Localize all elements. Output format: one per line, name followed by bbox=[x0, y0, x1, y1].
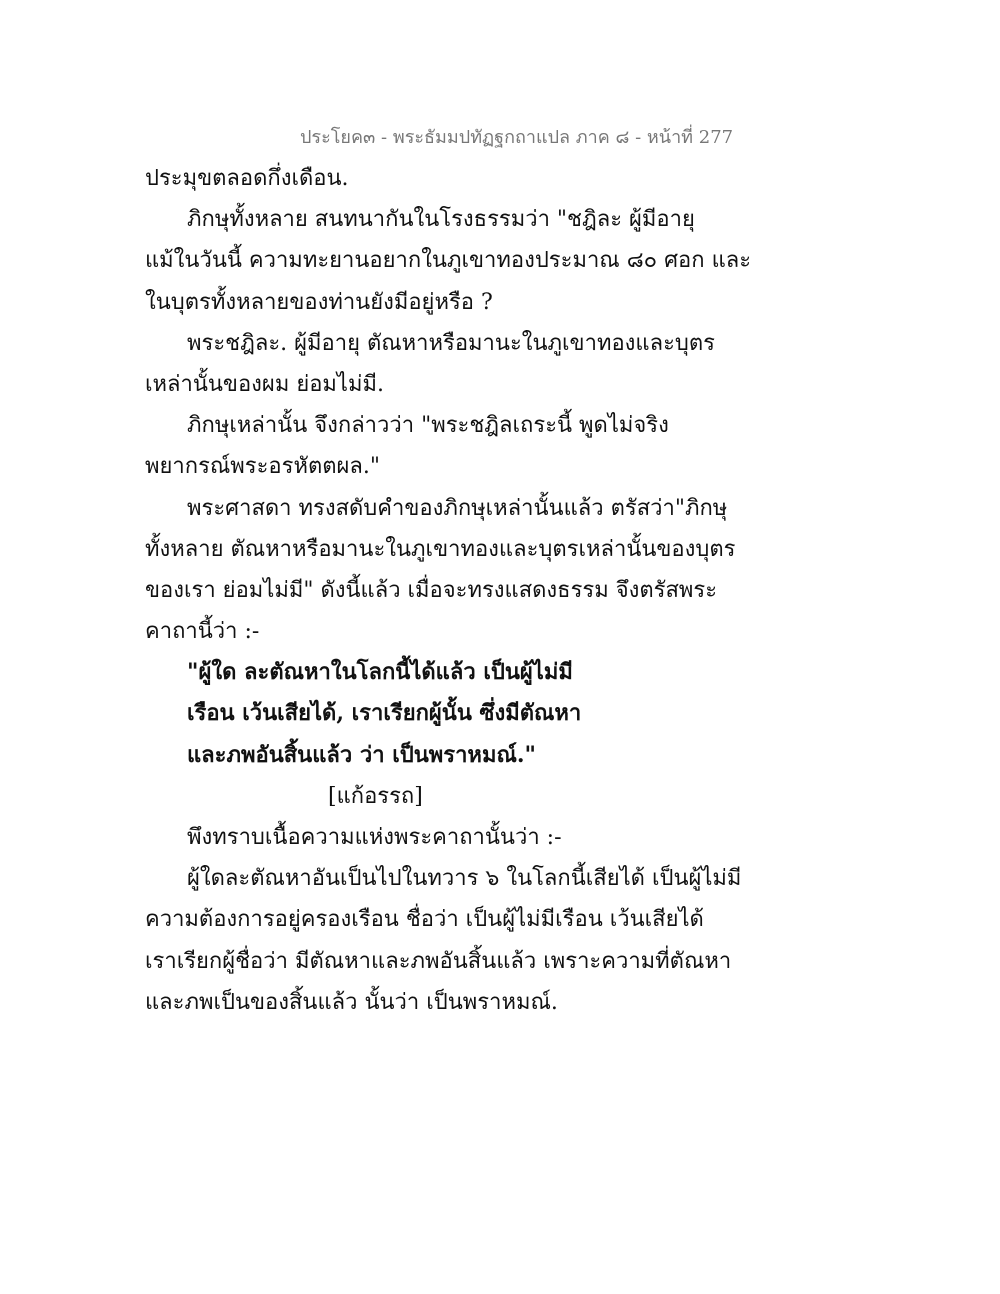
paragraph-line: ภิกษุเหล่านั้น จึงกล่าวว่า "พระชฎิลเถระนี้ พูดไม่จริง bbox=[187, 413, 669, 439]
paragraph-line: ในบุตรทั้งหลายของท่านยังมีอยู่หรือ ? bbox=[145, 289, 493, 315]
running-header: ประโยค๓ - พระธัมมปทัฏฐกถาแปล ภาค ๘ - หน้าที่ 277 bbox=[300, 127, 734, 148]
paragraph-line: ของเรา ย่อมไม่มี" ดังนี้แล้ว เมื่อจะทรงแสดงธรรม จึงตรัสพระ bbox=[145, 577, 718, 603]
paragraph-line: แม้ในวันนี้ ความทะยานอยากในภูเขาทองประมาณ ๘๐ ศอก และ bbox=[145, 248, 752, 274]
body-text bbox=[145, 158, 752, 1023]
verse-line: เรือน เว้นเสียได้, เราเรียกผู้นั้น ซึ่งมีตัณหา bbox=[187, 700, 582, 727]
paragraph-line: พึงทราบเนื้อความแห่งพระคาถานั้นว่า :- bbox=[187, 825, 562, 850]
verse-line: และภพอันสิ้นแล้ว ว่า เป็นพราหมณ์." bbox=[187, 741, 536, 768]
paragraph-line: และภพเป็นของสิ้นแล้ว นั้นว่า เป็นพราหมณ์. bbox=[145, 989, 558, 1015]
verse-line: "ผู้ใด ละตัณหาในโลกนี้ได้แล้ว เป็นผู้ไม่มี bbox=[187, 659, 573, 686]
paragraph-line: ประมุขตลอดกึ่งเดือน. bbox=[145, 166, 349, 191]
paragraph-line: ความต้องการอยู่ครองเรือน ชื่อว่า เป็นผู้ไม่มีเรือน เว้นเสียได้ bbox=[145, 907, 704, 933]
paragraph-line: คาถานี้ว่า :- bbox=[145, 619, 260, 645]
paragraph-line: ทั้งหลาย ตัณหาหรือมานะในภูเขาทองและบุตรเหล่านั้นของบุตร bbox=[145, 536, 736, 562]
paragraph-line: พระศาสดา ทรงสดับคำของภิกษุเหล่านั้นแล้ว ตรัสว่า"ภิกษุ bbox=[187, 495, 728, 521]
paragraph-line: ภิกษุทั้งหลาย สนทนากันในโรงธรรมว่า "ชฎิละ ผู้มีอายุ bbox=[187, 207, 695, 233]
paragraph-line: ผู้ใดละตัณหาอันเป็นไปในทวาร ๖ ในโลกนี้เสียได้ เป็นผู้ไม่มี bbox=[187, 866, 742, 892]
paragraph-line: พระชฎิละ. ผู้มีอายุ ตัณหาหรือมานะในภูเขาทองและบุตร bbox=[187, 330, 715, 356]
paragraph-line: พยากรณ์พระอรหัตตผล." bbox=[145, 454, 381, 480]
section-heading: [แก้อรรถ] bbox=[328, 783, 423, 809]
paragraph-line: เหล่านั้นของผม ย่อมไม่มี. bbox=[145, 371, 384, 397]
paragraph-line: เราเรียกผู้ชื่อว่า มีตัณหาและภพอันสิ้นแล้ว เพราะความที่ตัณหา bbox=[145, 948, 732, 974]
